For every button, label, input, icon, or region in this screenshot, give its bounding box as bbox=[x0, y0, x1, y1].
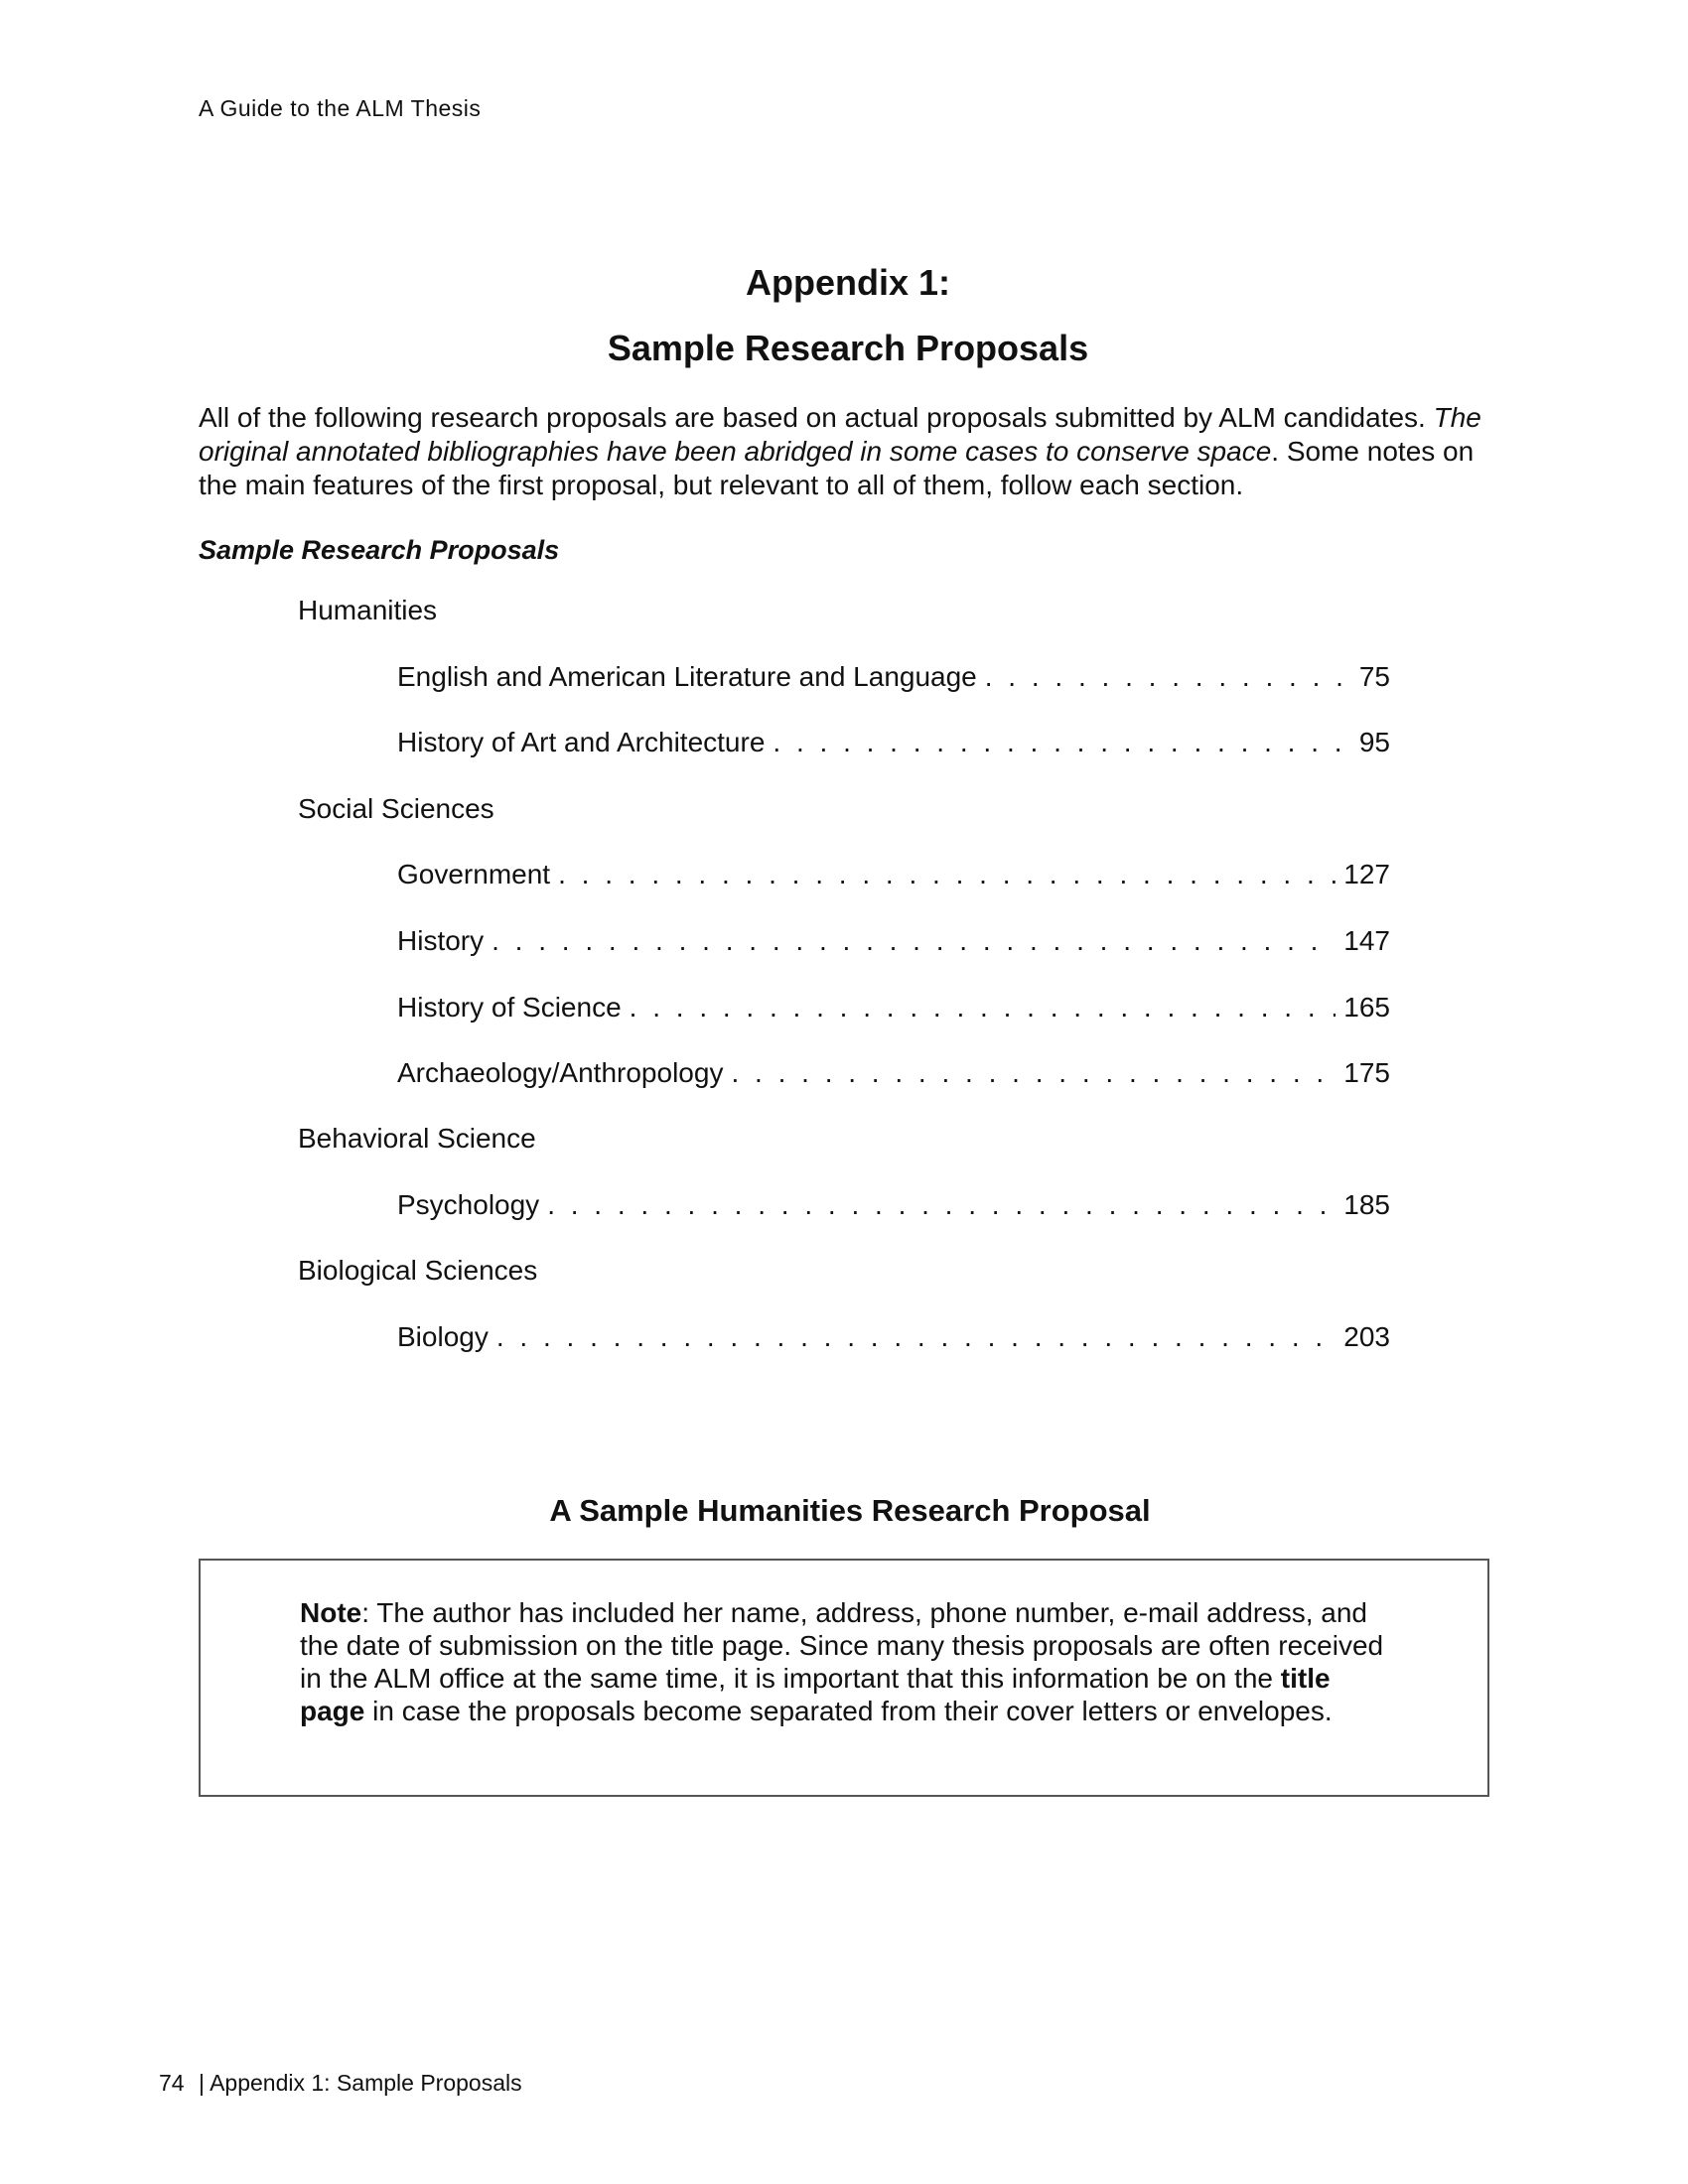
toc-entry-label: Psychology bbox=[397, 1189, 540, 1220]
toc-category-biological-sciences: Biological Sciences bbox=[298, 1255, 538, 1286]
toc-entry-page: 185 bbox=[1343, 1189, 1390, 1220]
dot-leader bbox=[558, 859, 1336, 890]
toc-entry-page: 147 bbox=[1343, 925, 1390, 956]
toc-entry[interactable] bbox=[397, 992, 1390, 1024]
toc-entry-label: English and American Literature and Language bbox=[397, 661, 977, 692]
note-label: Note bbox=[300, 1597, 362, 1628]
toc-category-social-sciences: Social Sciences bbox=[298, 793, 494, 824]
toc-entry-page: 75 bbox=[1358, 661, 1390, 692]
dot-leader bbox=[496, 1321, 1336, 1353]
note-text bbox=[300, 1596, 1402, 1727]
page-footer bbox=[159, 2070, 522, 2097]
toc-entry[interactable] bbox=[397, 727, 1390, 758]
intro-text-1: All of the following research proposals are based on actual proposals submitted by ALM candidates. bbox=[199, 402, 1434, 433]
toc-category-humanities: Humanities bbox=[298, 595, 438, 625]
section-title: A Sample Humanities Research Proposal bbox=[549, 1493, 1151, 1528]
toc-entry-label: History bbox=[397, 925, 485, 956]
page-number: 74 bbox=[159, 2070, 185, 2096]
toc-entry[interactable] bbox=[397, 859, 1390, 890]
toc-entry[interactable] bbox=[397, 1057, 1390, 1089]
dot-leader bbox=[492, 925, 1336, 957]
page-title: Sample Research Proposals bbox=[607, 328, 1089, 368]
toc-entry[interactable] bbox=[397, 1189, 1390, 1221]
toc-entry-label: Government bbox=[397, 859, 551, 889]
toc-entry[interactable] bbox=[397, 925, 1390, 957]
appendix-title: Appendix 1: bbox=[745, 262, 950, 303]
toc-entry-page: 165 bbox=[1343, 992, 1390, 1023]
toc-entry-page: 175 bbox=[1343, 1057, 1390, 1088]
toc-entry-page: 95 bbox=[1358, 727, 1390, 757]
toc-entry-label: Biology bbox=[397, 1321, 489, 1352]
note-text-2: in case the proposals become separated from their cover letters or envelopes. bbox=[364, 1696, 1333, 1726]
toc-entry-label: Archaeology/Anthropology bbox=[397, 1057, 724, 1088]
intro-paragraph bbox=[199, 401, 1499, 502]
dot-leader bbox=[731, 1057, 1336, 1089]
note-box bbox=[199, 1559, 1489, 1797]
dot-leader bbox=[773, 727, 1350, 758]
dot-leader bbox=[630, 992, 1336, 1024]
footer-text: Appendix 1: Sample Proposals bbox=[210, 2070, 522, 2096]
toc-entry-label: History of Art and Architecture bbox=[397, 727, 766, 757]
note-text-1: : The author has included her name, address, phone number, e-mail address, and the date of submission on the title page. Since many thesis proposals are often received in the ALM office at the same time, it is important that this information be on the bbox=[300, 1597, 1384, 1694]
toc-entry[interactable] bbox=[397, 661, 1390, 693]
intro-text-2: . Some notes on the main features of the first proposal, but relevant to all of them, follow each section. bbox=[199, 436, 1475, 500]
note-bold-text: title page bbox=[300, 1663, 1331, 1726]
toc-heading: Sample Research Proposals bbox=[199, 535, 560, 565]
toc-entry-page: 203 bbox=[1343, 1321, 1390, 1352]
toc-entry-label: History of Science bbox=[397, 992, 622, 1023]
running-head: A Guide to the ALM Thesis bbox=[199, 95, 482, 121]
intro-italic-text: The original annotated bibliographies have been abridged in some cases to conserve space bbox=[199, 402, 1481, 467]
dot-leader bbox=[985, 661, 1351, 693]
toc-entry[interactable] bbox=[397, 1321, 1390, 1353]
dot-leader bbox=[547, 1189, 1336, 1221]
toc-category-behavioral-science: Behavioral Science bbox=[298, 1123, 536, 1154]
toc-entry-page: 127 bbox=[1343, 859, 1390, 889]
footer-separator: | bbox=[198, 2070, 205, 2096]
